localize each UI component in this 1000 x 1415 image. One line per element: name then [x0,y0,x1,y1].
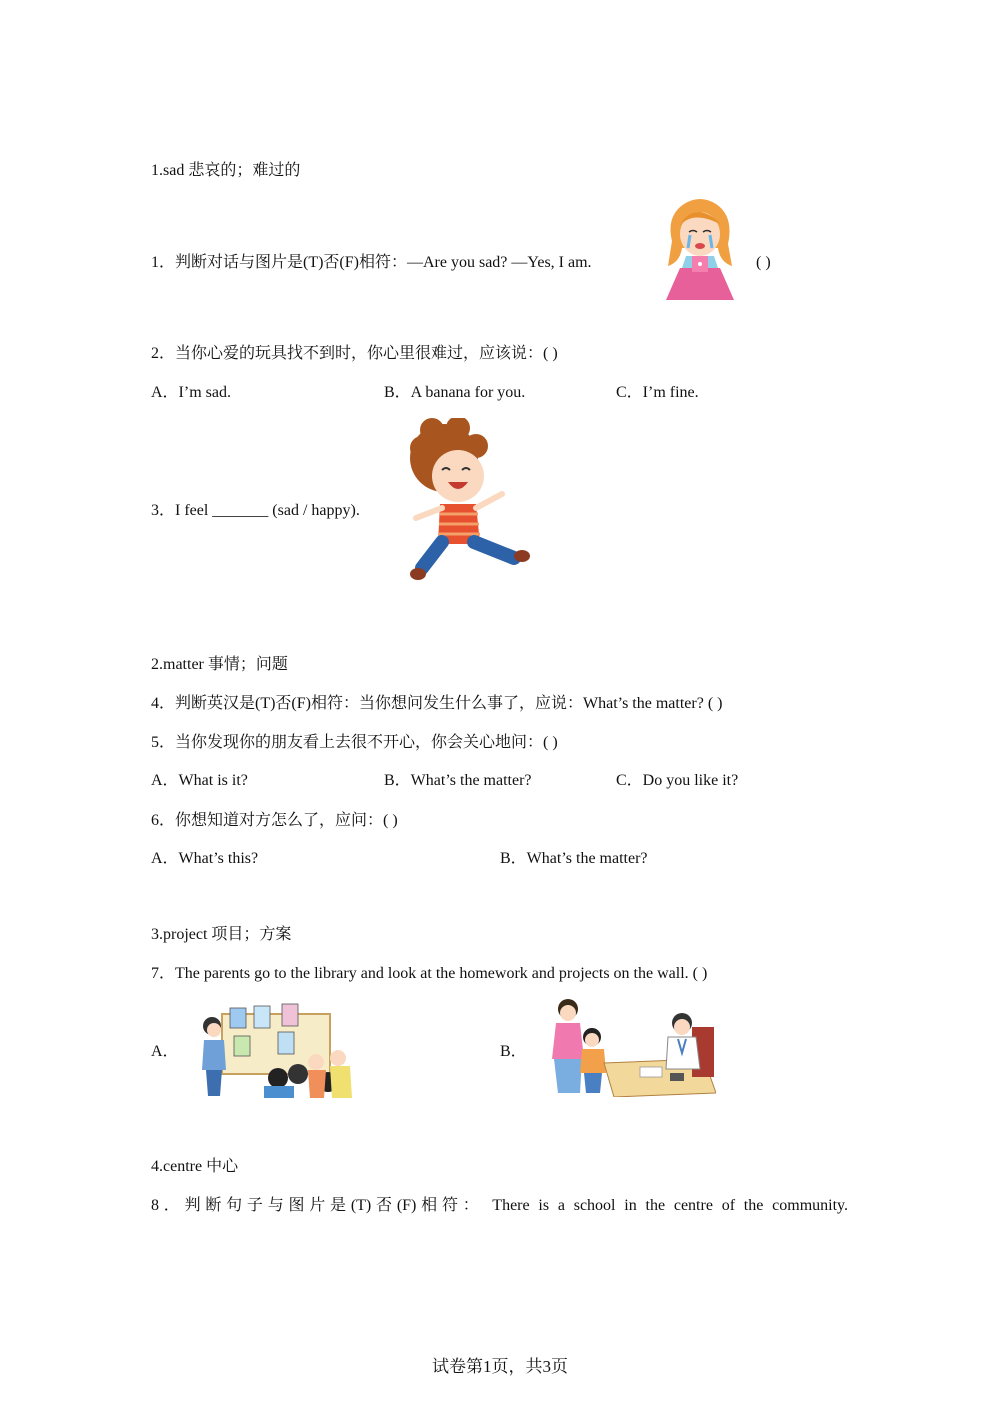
parents-viewing-projects-illustration [198,1000,360,1098]
question-3-text: 3．I feel _______ (sad / happy). [151,502,360,519]
question-5-option-b[interactable]: B．What’s the matter? [384,772,532,789]
question-6-text: 6．你想知道对方怎么了，应问：( ) [151,812,398,829]
section-heading-centre: 4.centre 中心 [151,1158,239,1175]
section-heading-project: 3.project 项目；方案 [151,926,292,943]
question-7-text: 7．The parents go to the library and look at the homework and projects on the wall. ( ) [151,965,708,982]
question-7-option-a[interactable]: A． [151,1043,179,1060]
question-6-option-a[interactable]: A．What’s this? [151,850,259,867]
question-2-option-a[interactable]: A．I’m sad. [151,384,231,401]
question-2-text: 2．当你心爱的玩具找不到时，你心里很难过，应该说：( ) [151,345,558,362]
crying-girl-illustration [662,196,738,300]
doctor-visit-illustration [544,997,716,1097]
question-6-option-b[interactable]: B．What’s the matter? [500,850,648,867]
question-8-text: 8．判断句子与图片是(T)否(F)相符： There is a school in the centre of the community. [151,1197,848,1214]
question-1-answer-blank[interactable]: ( ) [756,254,771,271]
question-5-text: 5．当你发现你的朋友看上去很不开心，你会关心地问：( ) [151,734,558,751]
section-heading-sad: 1.sad 悲哀的；难过的 [151,162,301,179]
happy-boy-illustration [402,418,534,584]
question-5-option-c[interactable]: C．Do you like it? [616,772,739,789]
question-4-text: 4．判断英汉是(T)否(F)相符：当你想问发生什么事了，应说：What’s the matter? ( ) [151,695,723,712]
page-footer: 试卷第1页，共3页 [432,1357,568,1376]
section-heading-matter: 2.matter 事情；问题 [151,656,288,673]
question-2-option-c[interactable]: C．I’m fine. [616,384,699,401]
question-1-text: 1．判断对话与图片是(T)否(F)相符：—Are you sad? —Yes, I am. [151,254,592,271]
question-7-option-b[interactable]: B． [500,1043,527,1060]
question-5-option-a[interactable]: A．What is it? [151,772,248,789]
question-2-option-b[interactable]: B．A banana for you. [384,384,526,401]
